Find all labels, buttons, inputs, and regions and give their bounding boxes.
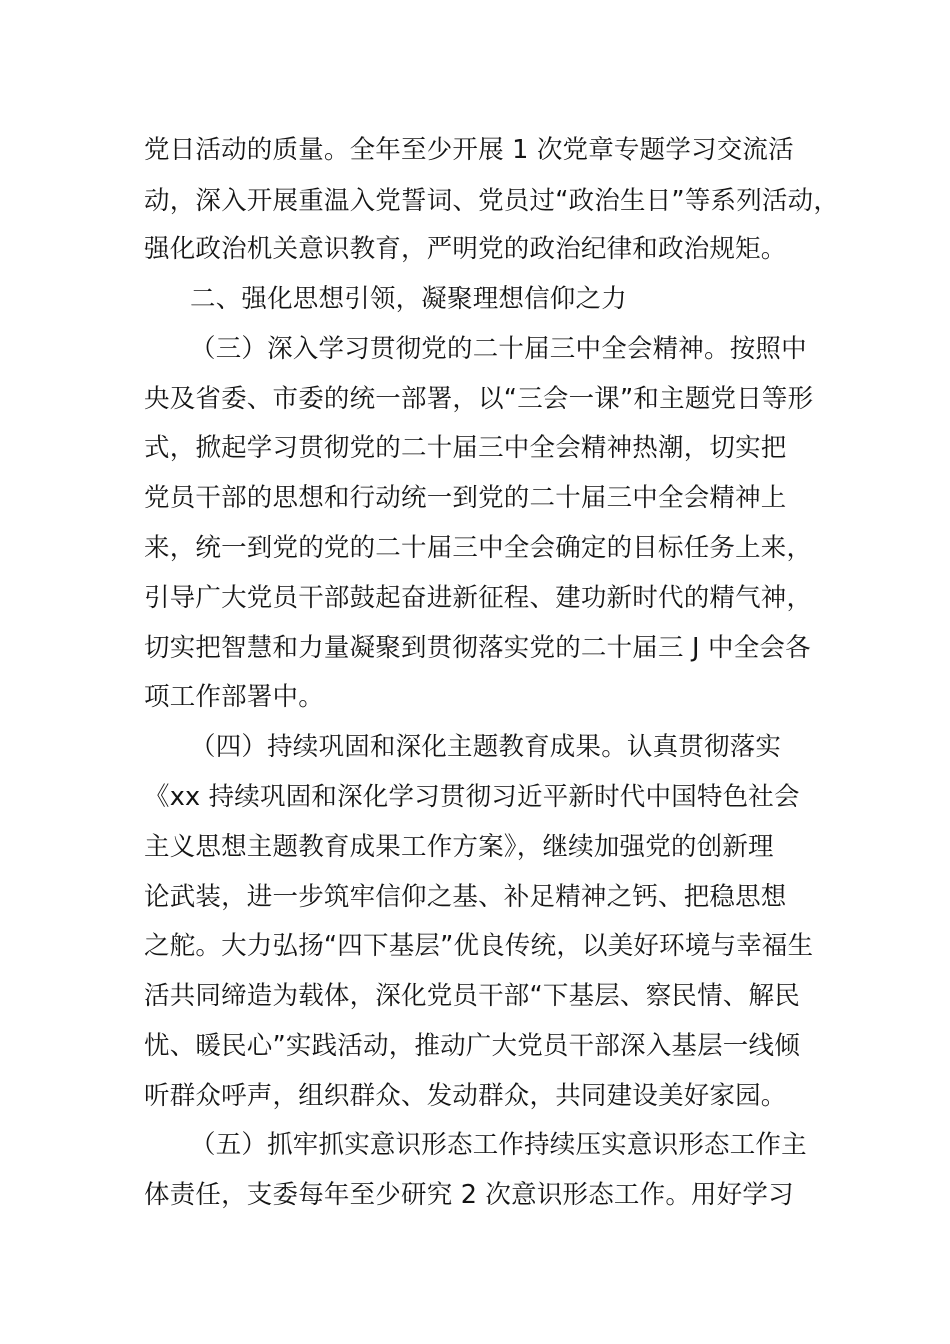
text-line: （五）抓牢抓实意识形态工作持续压实意识形态工作主 <box>190 1130 807 1160</box>
text-line: 党日活动的质量。全年至少开展 1 次党章专题学习交流活 <box>144 135 794 165</box>
text-line: 论武装，进一步筑牢信仰之基、补足精神之钙、把稳思想 <box>144 882 787 912</box>
text-line: 来，统一到党的党的二十届三中全会确定的目标任务上来， <box>144 533 813 563</box>
text-line: 央及省委、市委的统一部署，以“三会一课”和主题党日等形 <box>144 384 814 414</box>
text-line: 主义思想主题教育成果工作方案》，继续加强党的创新理 <box>144 832 774 862</box>
text-line: 引导广大党员干部鼓起奋进新征程、建功新时代的精气神， <box>144 583 813 613</box>
text-line: 听群众呼声，组织群众、发动群众，共同建设美好家园。 <box>144 1081 787 1111</box>
text-line: 《xx 持续巩固和深化学习贯彻习近平新时代中国特色社会 <box>144 782 800 812</box>
text-line: 切实把智慧和力量凝聚到贯彻落实党的二十届三 J 中全会各 <box>144 633 811 663</box>
section-heading: 二、强化思想引领，凝聚理想信仰之力 <box>190 284 627 314</box>
text-line: 强化政治机关意识教育，严明党的政治纪律和政治规矩。 <box>144 234 787 264</box>
text-line: 项工作部署中。 <box>144 682 324 712</box>
text-line: 忧、暖民心”实践活动，推动广大党员干部深入基层一线倾 <box>144 1031 800 1061</box>
text-line: 体责任，支委每年至少研究 2 次意识形态工作。用好学习 <box>144 1180 794 1210</box>
text-line: （四）持续巩固和深化主题教育成果。认真贯彻落实 <box>190 732 782 762</box>
text-line: 式，掀起学习贯彻党的二十届三中全会精神热潮，切实把 <box>144 433 787 463</box>
text-line: 之舵。大力弘扬“四下基层”优良传统，以美好环境与幸福生 <box>144 931 814 961</box>
text-line: 党员干部的思想和行动统一到党的二十届三中全会精神上 <box>144 483 787 513</box>
text-line: 动，深入开展重温入党誓词、党员过“政治生日”等系列活动， <box>144 186 840 216</box>
text-line: 活共同缔造为载体，深化党员干部“下基层、察民情、解民 <box>144 981 800 1011</box>
text-line: （三）深入学习贯彻党的二十届三中全会精神。按照中 <box>190 334 807 364</box>
